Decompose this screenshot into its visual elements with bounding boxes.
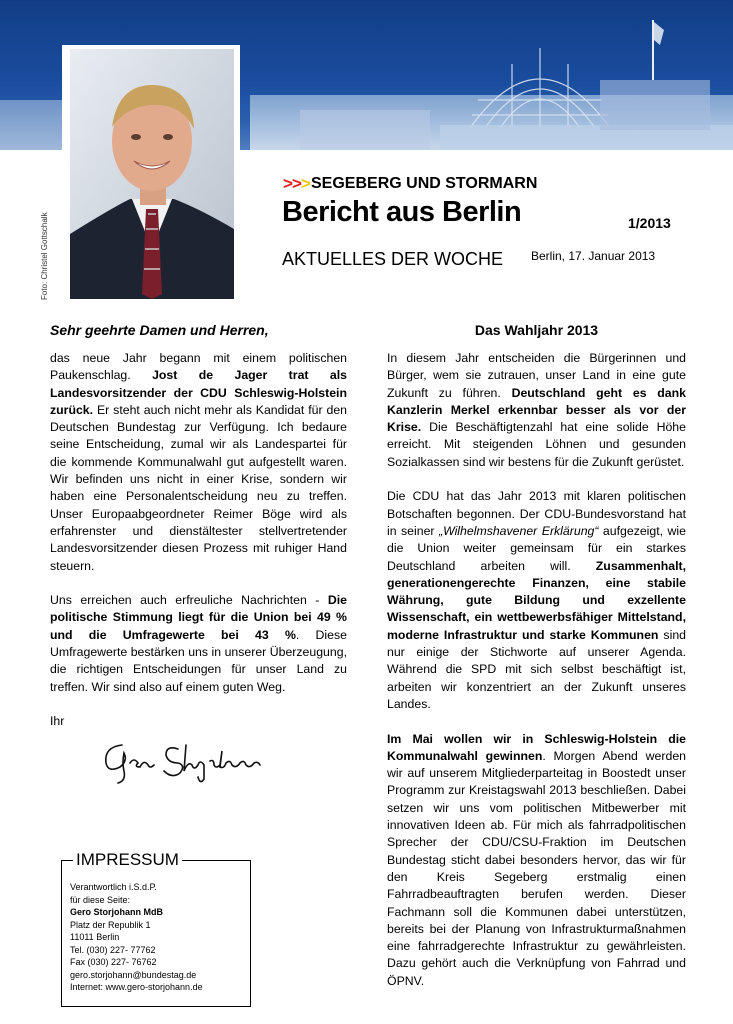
left-column	[50, 350, 347, 748]
header-arrows	[283, 174, 310, 194]
text-run: Die politische Stimmung liegt für die Union bei 49 % und die Umfragewerte bei 43 %	[50, 593, 347, 642]
text-run: Er steht auch nicht mehr als Kandidat für den Deutschen Bundestag zur Verfügung. Ich bedaure seine Entscheidung, zumal wir als Landespartei für die kommende Kommunalwahl gut aufgestellt waren. Wir befinden uns nicht in einer Krise, sondern wir haben eine Personalentscheidung neu zu treffen. Unser Europaabgeordneter Reimer Böge wird als erfahrenster und dienstältester stellvertretender Landesvorsitzender diesen Prozess mit ruhiger Hand steuern.	[50, 402, 347, 573]
impressum-line[interactable]: gero.storjohann@bundestag.de	[70, 969, 197, 980]
impressum-title: IMPRESSUM	[73, 850, 182, 870]
page-subtitle: AKTUELLES DER WOCHE	[282, 249, 504, 269]
left-paragraph-2	[50, 592, 347, 696]
impressum-line: Verantwortlich i.S.d.P.	[70, 882, 157, 892]
right-column	[387, 350, 686, 1007]
text-run: Zusammenhalt, generationengerechte Finanzen, eine stabile Währung, gute Bildung und exzellente Wissenschaft, ein wettbewerbsfähiger Mittelstand, moderne Infrastruktur und starke Kommunen	[387, 558, 686, 642]
text-run: Die CDU hat das Jahr 2013 mit klaren politischen Botschaften begonnen. Der CDU-Bundesvorstand hat in seiner	[387, 489, 686, 538]
impressum-line: Gero Storjohann MdB	[70, 907, 163, 917]
arrow-red-icon: >	[291, 174, 301, 193]
portrait-photo	[62, 45, 240, 303]
closing: Ihr	[50, 714, 65, 729]
right-paragraph-3	[387, 731, 686, 990]
impressum-body	[70, 881, 203, 994]
right-paragraph-1	[387, 350, 686, 471]
arrow-yellow-icon: >	[300, 174, 310, 193]
region-label: SEGEBERG UND STORMARN	[311, 175, 538, 192]
impressum-line: für diese Seite:	[70, 894, 131, 905]
impressum-line: Tel. (030) 227- 77762	[70, 944, 156, 955]
page-title: Bericht aus Berlin	[282, 196, 522, 228]
right-paragraph-2	[387, 488, 686, 713]
impressum-line: 11011 Berlin	[70, 932, 120, 942]
text-run: aufgezeigt, wie die Union weiter gemeinsam für ein starkes Deutschland arbeiten will.	[387, 523, 686, 573]
text-run: Uns erreichen auch erfreuliche Nachrichten -	[50, 593, 328, 608]
text-run: . Diese Umfragewerte bestärken uns in unserer Überzeugung, die richtigen Entscheidungen für unser Land zu treffen. Wir sind also auf einem guten Weg.	[50, 627, 347, 694]
text-run: Im Mai wollen wir in Schleswig-Holstein die Kommunalwahl gewinnen	[387, 731, 686, 763]
photo-credit: Foto: Christel Gottschalk	[40, 212, 49, 300]
text-run: Die Beschäftigtenzahl hat eine solide Höhe erreicht. Mit steigenden Löhnen und gesunden Sozialkassen sind wir bestens für die Zukunft gerüstet.	[387, 420, 686, 469]
text-run: das neue Jahr begann mit einem politischen Paukenschlag.	[50, 351, 347, 383]
text-run: In diesem Jahr entscheiden die Bürgerinnen und Bürger, wem sie zutrauen, unser Land in eine gute Zukunft zu führen.	[387, 351, 686, 400]
date-line: Berlin, 17. Januar 2013	[531, 249, 656, 263]
text-run: Jost de Jager trat als Landesvorsitzender der CDU Schleswig-Holstein zurück.	[50, 368, 347, 417]
text-run: Deutschland geht es dank Kanzlerin Merkel erkennbar besser als vor der Krise.	[387, 385, 686, 435]
text-run: „Wilhelmshavener Erklärung“	[438, 523, 599, 538]
arrow-red-icon: >	[283, 174, 292, 193]
text-run: . Morgen Abend werden wir auf unserem Mitgliederparteitag in Boostedt unser Programm zur Kreistagswahl 2013 beschließen. Dabei setzen wir uns vom politischen Mitbewerber mit innovativen Ideen ab. Für mich als fahrradpolitischen Sprecher der CDU/CSU-Fraktion im Deutschen Bundestag sticht dabei besonders hervor, das wir für den Kreis Segeberg erstmalig einen Fahrradbeauftragten berufen werden. Dieser Fachmann soll die Kommunen dabei unterstützen, bereits bei der Planung von Infrastrukturmaßnahmen eine fahrradgerechte Infrastruktur zu gewährleisten. Dazu gehört auch die Verknüpfung von Fahrrad und ÖPNV.	[387, 748, 686, 988]
impressum-line: Platz der Republik 1	[70, 919, 151, 930]
impressum-line[interactable]: Internet: www.gero-storjohann.de	[70, 982, 203, 992]
impressum-line: Fax (030) 227- 76762	[70, 957, 157, 967]
text-run: sind nur einige der Stichworte auf unserer Agenda. Während die SPD mit sich selbst beschäftigt ist, arbeiten wir konzentriert an der Zukunft unseres Landes.	[387, 627, 686, 711]
impressum-box	[61, 850, 251, 1007]
left-paragraph-1	[50, 350, 347, 575]
issue-number: 1/2013	[628, 215, 671, 231]
salutation: Sehr geehrte Damen und Herren,	[50, 322, 269, 338]
signature-icon	[100, 737, 270, 787]
portrait-icon	[70, 49, 234, 299]
section-heading: Das Wahljahr 2013	[474, 322, 599, 338]
